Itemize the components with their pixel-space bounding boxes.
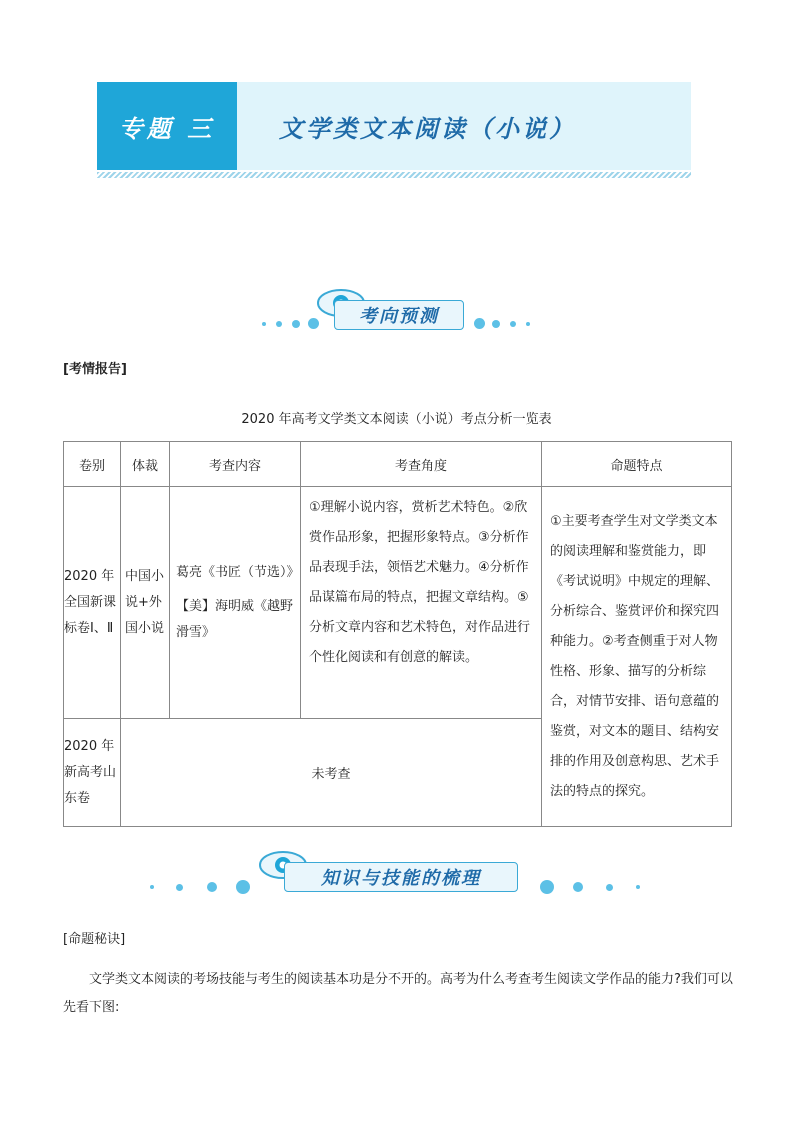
decor-dot xyxy=(606,884,613,891)
header-cell: 命题特点 xyxy=(542,442,732,487)
table-caption: 2020 年高考文学类文本阅读（小说）考点分析一览表 xyxy=(241,412,552,427)
decor-dot xyxy=(474,318,485,329)
decor-dot xyxy=(540,880,554,894)
header-cell: 考查内容 xyxy=(170,442,301,487)
not-tested-cell: 未考查 xyxy=(121,719,542,827)
decor-dot xyxy=(510,321,516,327)
decor-dot xyxy=(207,882,217,892)
decor-dot xyxy=(236,880,250,894)
content-item: 葛亮《书匠（节选）》 xyxy=(176,564,300,580)
topic-label: 专题 三 xyxy=(118,113,216,143)
header-divider xyxy=(97,172,691,178)
decor-dot xyxy=(276,321,282,327)
table-row xyxy=(64,487,732,719)
decor-dot xyxy=(573,882,583,892)
page-title: 文学类文本阅读（小说） xyxy=(279,113,576,143)
secret-label: [命题秘诀] xyxy=(63,932,126,947)
table-header-row xyxy=(64,442,732,487)
features-cell: ①主要考查学生对文学类文本的阅读理解和鉴赏能力，即《考试说明》中规定的理解、分析综合、鉴赏评价和探究四种能力。②考查侧重于对人物性格、形象、描写的分析综合，对情节安排、语句意蕴的鉴赏，对文本的题目、结构安排的作用及创意构思、艺术手法的特点的探究。 xyxy=(542,487,732,827)
paper-cell: 2020 年全国新课标卷Ⅰ、Ⅱ xyxy=(64,487,121,719)
header-cell: 考查角度 xyxy=(301,442,542,487)
header-banner xyxy=(97,82,691,170)
forecast-badge: 考向预测 xyxy=(334,300,464,330)
content-cell xyxy=(170,487,301,719)
decor-dot xyxy=(526,322,530,326)
analysis-table xyxy=(63,441,732,827)
intro-paragraph: 文学类文本阅读的考场技能与考生的阅读基本功是分不开的。高考为什么考查考生阅读文学作品的能力?我们可以先看下图: xyxy=(63,972,733,1015)
angle-cell: ①理解小说内容，赏析艺术特色。②欣赏作品形象，把握形象特点。③分析作品表现手法，领悟艺术魅力。④分析作品谋篇布局的特点，把握文章结构。⑤分析文章内容和艺术特色，对作品进行个性化阅读和有创意的解读。 xyxy=(301,487,542,719)
decor-dot xyxy=(262,322,266,326)
paper-cell: 2020 年新高考山东卷 xyxy=(64,719,121,827)
header-cell: 体裁 xyxy=(121,442,170,487)
decor-dot xyxy=(636,885,640,889)
header-cell: 卷别 xyxy=(64,442,121,487)
decor-dot xyxy=(292,320,300,328)
genre-cell: 中国小说+外国小说 xyxy=(121,487,170,719)
report-label: [考情报告] xyxy=(63,362,127,377)
decor-dot xyxy=(492,320,500,328)
decor-dot xyxy=(308,318,319,329)
topic-block xyxy=(97,82,237,170)
knowledge-badge: 知识与技能的梳理 xyxy=(284,862,518,892)
content-item: 【美】海明威《越野滑雪》 xyxy=(176,598,294,640)
decor-dot xyxy=(150,885,154,889)
decor-dot xyxy=(176,884,183,891)
